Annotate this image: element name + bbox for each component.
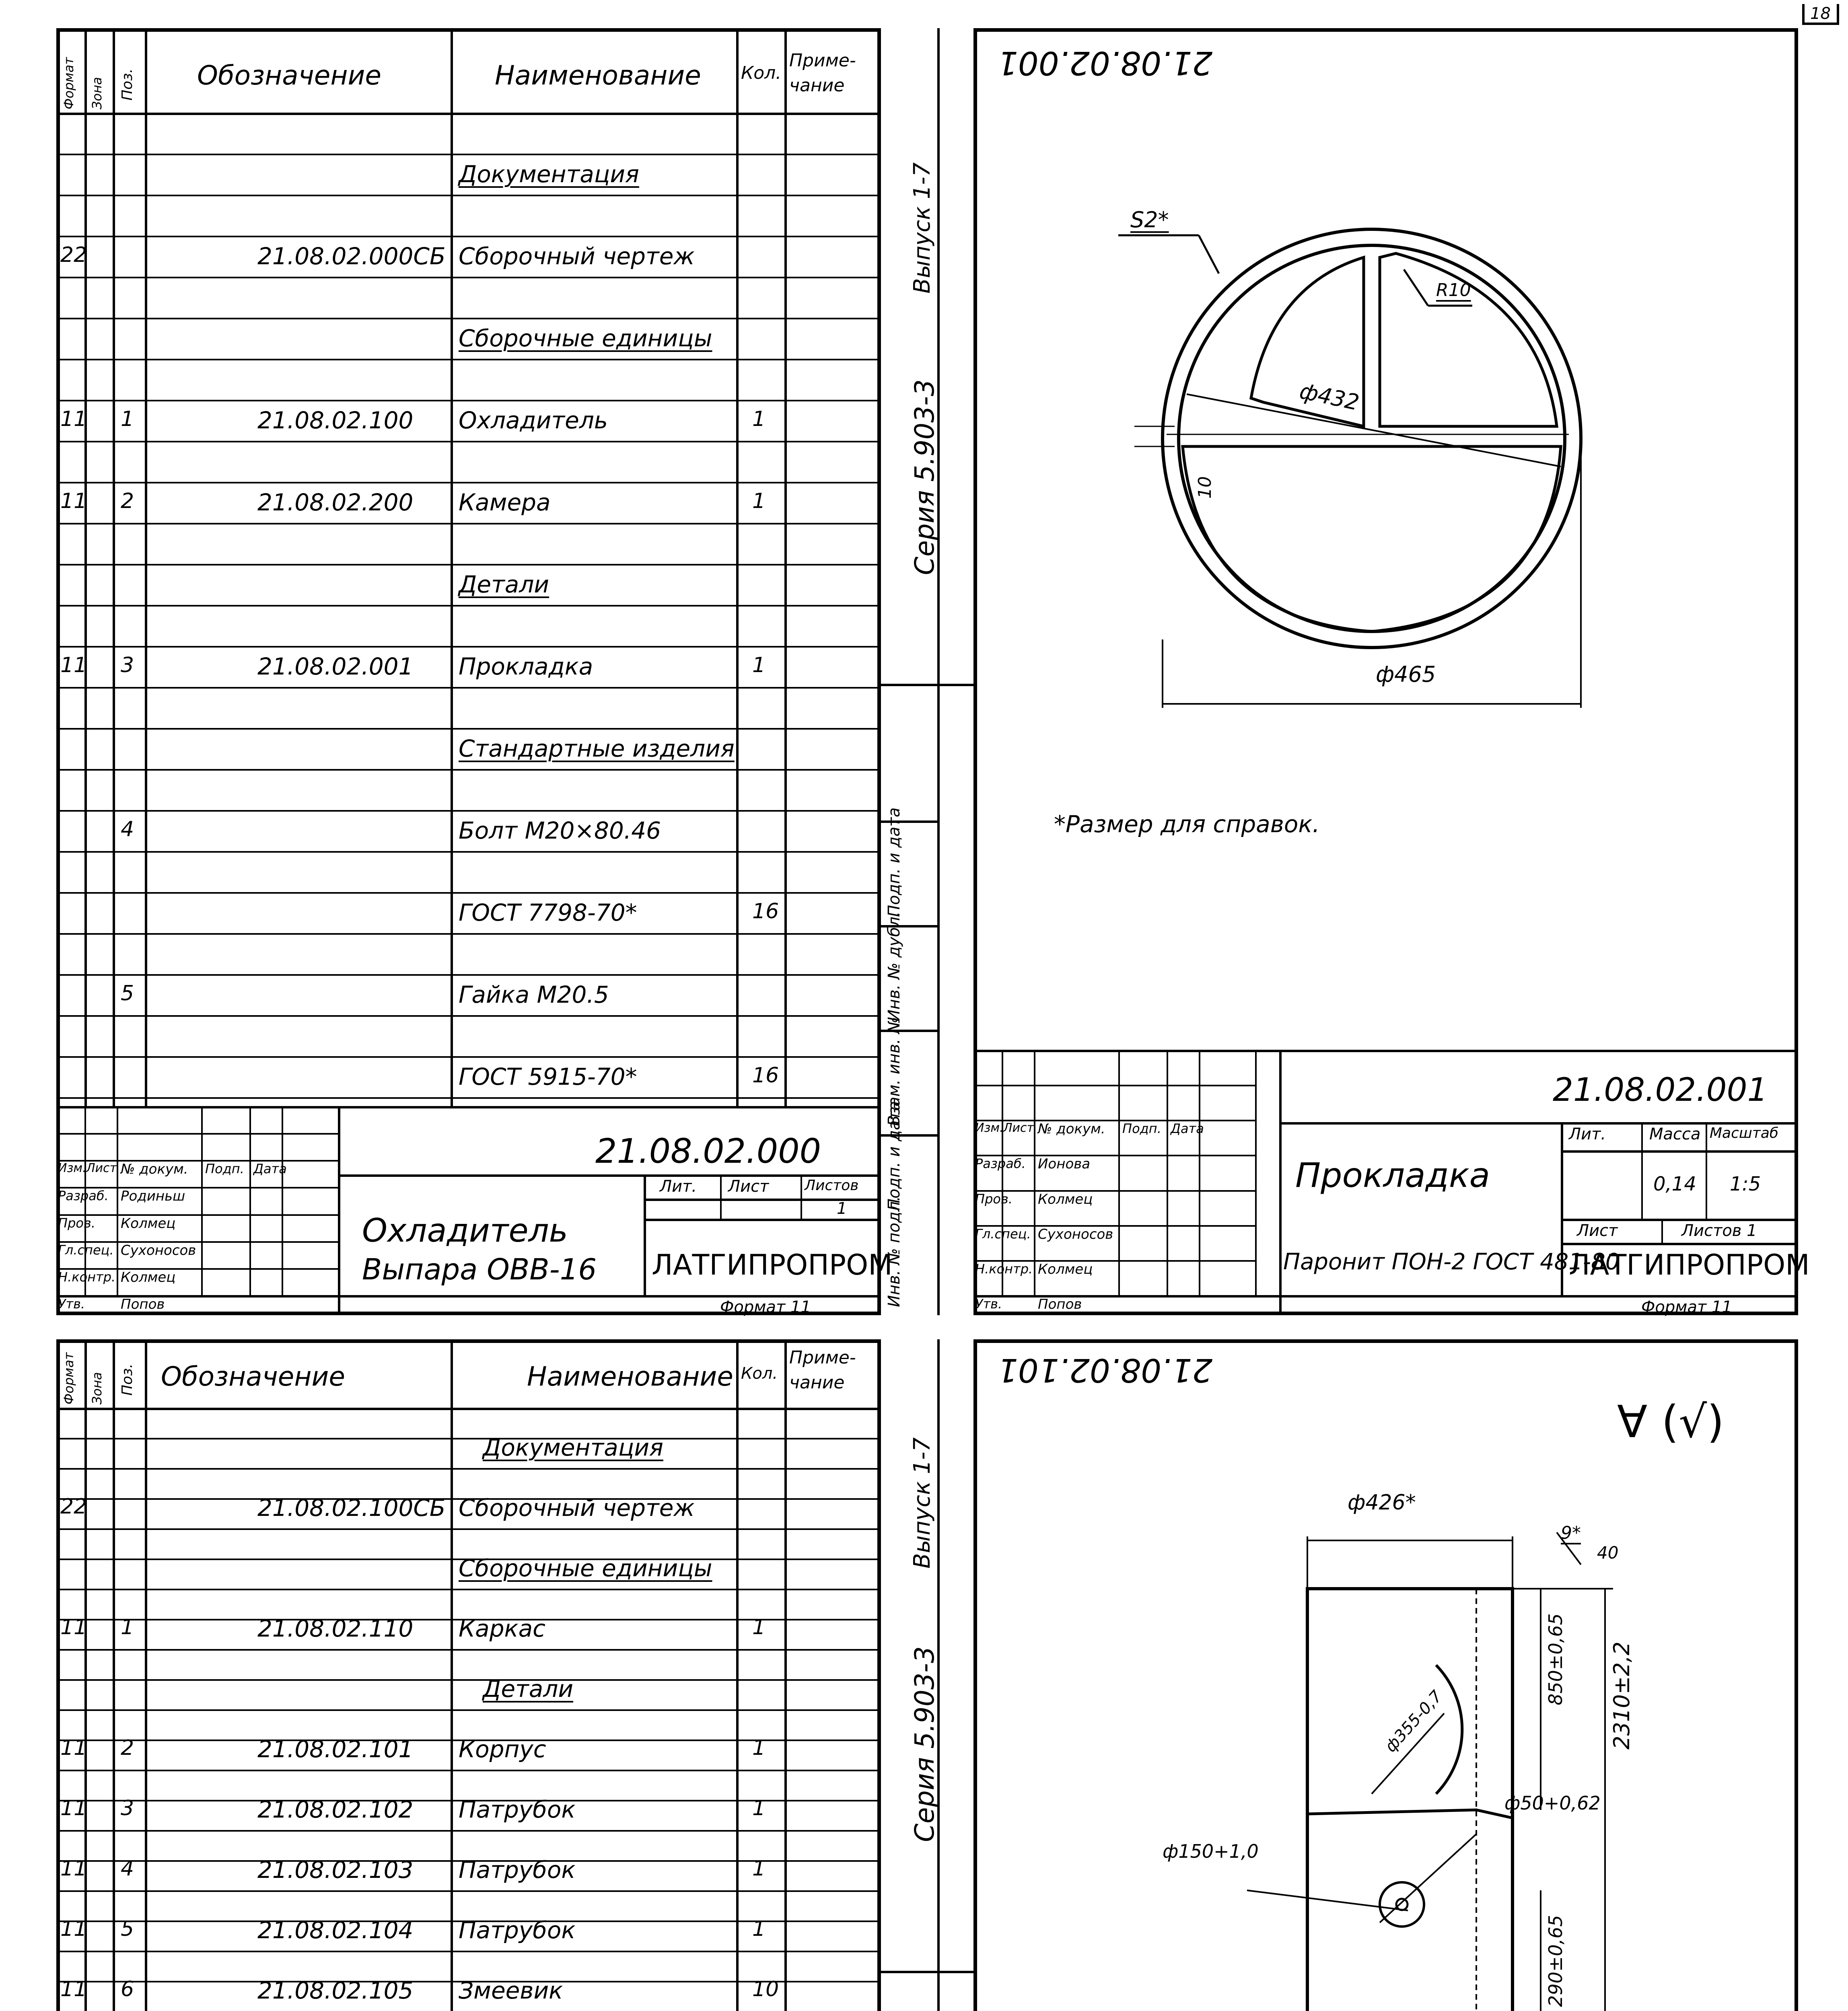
- stamp-h-list: Лист: [86, 1161, 117, 1176]
- stamp-person: Ионова: [1038, 1156, 1091, 1172]
- row-position: 1: [121, 407, 134, 431]
- row-line: [56, 687, 881, 689]
- gasket-dim-s: S2*: [1130, 207, 1169, 232]
- gasket-stamp-mass-label: Масса: [1649, 1125, 1701, 1143]
- row-format: 11: [60, 1736, 87, 1760]
- row-name: Сборочный чертеж: [459, 243, 695, 270]
- row-designation: 21.08.02.000СБ: [257, 243, 446, 270]
- spec1-h-name: Наименование: [495, 60, 701, 91]
- body-dim-s9: 9*: [1561, 1523, 1581, 1543]
- side-issue-1: Выпуск 1-7: [909, 162, 935, 294]
- section-heading: Детали: [459, 571, 549, 598]
- stamp-row-line: [56, 1133, 338, 1135]
- stamp-role: Н.контр.: [975, 1261, 1033, 1277]
- section-heading: Стандартные изделия: [459, 735, 735, 762]
- section-heading: Сборочные единицы: [459, 1555, 712, 1582]
- stamp-col-line: [1034, 1050, 1035, 1295]
- row-line: [56, 851, 881, 853]
- row-name: Болт М20×80.46: [459, 817, 661, 844]
- spec2-h-pos: Поз.: [119, 1363, 136, 1396]
- row-position: 4: [121, 817, 134, 841]
- row-name: Камера: [459, 489, 551, 516]
- gasket-note: *Размер для справок.: [1054, 810, 1320, 838]
- row-qty: 1: [752, 1917, 766, 1941]
- stamp-role: Утв.: [58, 1296, 85, 1312]
- row-name: Охладитель: [459, 407, 608, 434]
- body-dim-h2310: 2310±2,2: [1609, 1641, 1634, 1750]
- row-line: [56, 1830, 881, 1832]
- stamp-col-line: [973, 1050, 975, 1295]
- row-qty: 16: [752, 1063, 779, 1088]
- spec1-h-note: Приме-чание: [789, 50, 856, 96]
- row-format: 22: [60, 243, 87, 267]
- spec1-h-designation: Обозначение: [197, 60, 381, 91]
- stamp-row-line: [973, 1295, 1255, 1297]
- row-line: [56, 974, 881, 976]
- row-qty: 1: [752, 1857, 766, 1881]
- row-position: 6: [121, 1977, 134, 2001]
- gasket-stamp-sheets: Листов 1: [1681, 1221, 1757, 1240]
- stamp-person: Колмец: [1038, 1261, 1093, 1277]
- row-line: [56, 1770, 881, 1771]
- row-line: [56, 646, 881, 648]
- stamp-h-date: Дата: [253, 1161, 287, 1177]
- row-line: [56, 933, 881, 935]
- row-name: Патрубок: [459, 1916, 576, 1944]
- spec2-h-qty: Кол.: [741, 1364, 778, 1383]
- stamp-h-list: Лист: [1003, 1121, 1034, 1135]
- row-qty: 10: [752, 1977, 779, 2001]
- row-format: 11: [60, 1917, 87, 1941]
- row-qty: 1: [752, 1796, 766, 1820]
- spec2-h-designation: Обозначение: [161, 1361, 345, 1392]
- stamp-h-doc: № докум.: [1038, 1121, 1105, 1137]
- row-line: [56, 1951, 881, 1952]
- row-line: [56, 482, 881, 483]
- bottom-left-frame: [56, 1339, 881, 2011]
- row-line: [56, 195, 881, 196]
- stamp-row-line: [973, 1085, 1255, 1086]
- gasket-figure: [1118, 201, 1681, 724]
- row-line: [56, 441, 881, 442]
- body-dim-d355: ф355-0,7: [1381, 1687, 1446, 1756]
- row-designation: 21.08.02.102: [257, 1796, 414, 1823]
- stamp-person: Родиньш: [121, 1188, 185, 1205]
- row-position: 2: [121, 1736, 134, 1760]
- row-qty: 1: [752, 1736, 766, 1760]
- side-cell-label: Взам. инв. №: [885, 1017, 903, 1126]
- gasket-stamp-scale-label: Масштаб: [1710, 1125, 1779, 1141]
- gasket-dim-w: 10: [1195, 476, 1215, 499]
- gasket-dim-d1: ф432: [1297, 378, 1362, 415]
- stamp-col-line: [1199, 1050, 1200, 1295]
- row-format: 11: [60, 653, 87, 677]
- row-format: 11: [60, 489, 87, 513]
- body-dim-40a: 40: [1597, 1543, 1619, 1563]
- body-dim-d150: ф150+1,0: [1163, 1840, 1259, 1862]
- row-line: [56, 1709, 881, 1711]
- spec1-stamp-lit: Лит.: [660, 1177, 697, 1196]
- row-designation: 21.08.02.110: [257, 1615, 414, 1642]
- stamp-person: Колмец: [121, 1215, 176, 1232]
- spec1-stamp-format: Формат 11: [720, 1298, 811, 1316]
- row-line: [56, 564, 881, 565]
- row-line: [56, 1589, 881, 1590]
- spec1-stamp-title1: Охладитель: [362, 1212, 568, 1249]
- spec1-stamp-org: ЛАТГИПРОПРОМ: [652, 1248, 893, 1281]
- stamp-h-sign: Подп.: [205, 1161, 244, 1177]
- side-series-2: Серия 5.903-3: [909, 1646, 940, 1842]
- row-designation: 21.08.02.104: [257, 1916, 414, 1944]
- row-format: 22: [60, 1495, 87, 1519]
- row-position: 3: [121, 653, 134, 677]
- gasket-stamp-scale: 1:5: [1730, 1173, 1761, 1195]
- row-line: [56, 400, 881, 401]
- stamp-h-doc: № докум.: [121, 1161, 188, 1178]
- row-format: 11: [60, 1615, 87, 1639]
- row-qty: 16: [752, 899, 779, 923]
- gasket-dim-r: R10: [1436, 280, 1471, 300]
- stamp-role: Разраб.: [58, 1188, 109, 1204]
- row-line: [56, 1438, 881, 1439]
- stamp-col-line: [201, 1106, 203, 1295]
- stamp-h-izm: Изм.: [58, 1161, 86, 1176]
- gasket-code-rotated: 21.08.02.001: [998, 44, 1213, 82]
- stamp-row-line: [973, 1190, 1255, 1192]
- stamp-col-line: [249, 1106, 251, 1295]
- section-heading: Сборочные единицы: [459, 325, 712, 352]
- row-qty: 1: [752, 489, 766, 513]
- spec1-h-pos: Поз.: [119, 68, 136, 101]
- stamp-person: Сухоносов: [121, 1242, 196, 1258]
- row-name: Корпус: [459, 1735, 546, 1763]
- stamp-person: Попов: [1038, 1296, 1082, 1312]
- row-name: Патрубок: [459, 1796, 576, 1823]
- row-name: Сборочный чертеж: [459, 1494, 695, 1522]
- row-line: [56, 1056, 881, 1058]
- row-line: [56, 154, 881, 155]
- spec2-h-name: Наименование: [527, 1361, 733, 1392]
- stamp-role: Гл.спец.: [58, 1242, 114, 1258]
- gasket-stamp-lit: Лит.: [1569, 1125, 1606, 1143]
- body-dim-d426: ф426*: [1348, 1491, 1416, 1515]
- stamp-col-line: [1118, 1050, 1120, 1295]
- page-number: 18: [1810, 4, 1831, 23]
- row-format: 11: [60, 1857, 87, 1881]
- side-series-1: Серия 5.903-3: [909, 379, 940, 575]
- body-dim-h850: 850±0,65: [1545, 1613, 1566, 1705]
- gasket-stamp-sheet: Лист: [1577, 1221, 1618, 1240]
- stamp-role: Утв.: [975, 1296, 1002, 1312]
- body-dim-h290: 290±0,65: [1545, 1915, 1566, 2007]
- row-line: [56, 810, 881, 812]
- stamp-col-line: [1002, 1050, 1003, 1295]
- row-designation: 21.08.02.105: [257, 1977, 414, 2004]
- row-designation: 21.08.02.100СБ: [257, 1494, 446, 1522]
- spec1-stamp-sheets: Листов: [805, 1177, 859, 1194]
- row-name: ГОСТ 5915-70*: [459, 1063, 637, 1090]
- row-format: 11: [60, 1796, 87, 1820]
- row-line: [56, 277, 881, 278]
- spec1-stamp-sheets-val: 1: [837, 1199, 847, 1218]
- body-code-rotated: 21.08.02.101: [998, 1351, 1213, 1389]
- spec1-h-format: Формат: [61, 57, 76, 109]
- row-line: [56, 1890, 881, 1892]
- row-line: [56, 359, 881, 360]
- stamp-role: Пров.: [58, 1215, 95, 1231]
- row-qty: 1: [752, 653, 766, 677]
- side-cell-label: Инв. № дубл.: [885, 911, 903, 1022]
- spec2-h-format: Формат: [61, 1352, 76, 1404]
- gasket-stamp-format: Формат 11: [1641, 1298, 1732, 1316]
- row-line: [56, 1468, 881, 1470]
- row-name: Змеевик: [459, 1977, 563, 2004]
- row-designation: 21.08.02.001: [257, 653, 414, 680]
- row-designation: 21.08.02.200: [257, 489, 414, 516]
- row-name: Прокладка: [459, 653, 593, 680]
- gasket-stamp-mass: 0,14: [1653, 1173, 1696, 1195]
- stamp-role: Н.контр.: [58, 1269, 116, 1285]
- spec1-stamp-code: 21.08.02.000: [595, 1131, 821, 1171]
- row-name: Патрубок: [459, 1856, 576, 1884]
- row-position: 1: [121, 1615, 134, 1639]
- spec1-stamp-title2: Выпара ОВВ-16: [362, 1252, 597, 1286]
- stamp-h-sign: Подп.: [1122, 1121, 1161, 1137]
- row-name: Каркас: [459, 1615, 545, 1642]
- row-name: Гайка М20.5: [459, 981, 609, 1008]
- row-line: [56, 1097, 881, 1099]
- row-position: 4: [121, 1857, 134, 1881]
- row-line: [56, 605, 881, 607]
- spec1-h-qty: Кол.: [741, 63, 782, 83]
- side-cell-label: Подп. и дата: [885, 1101, 903, 1211]
- stamp-person: Колмец: [1038, 1191, 1093, 1207]
- row-designation: 21.08.02.100: [257, 407, 414, 434]
- row-line: [56, 523, 881, 524]
- gasket-dim-d2: ф465: [1376, 662, 1436, 687]
- gasket-stamp-code: 21.08.02.001: [1553, 1071, 1768, 1108]
- row-line: [56, 318, 881, 319]
- row-position: 5: [121, 1917, 134, 1941]
- spec2-h-zone: Зона: [89, 1372, 105, 1404]
- stamp-col-line: [338, 1106, 340, 1295]
- row-position: 5: [121, 981, 134, 1006]
- stamp-h-date: Дата: [1171, 1121, 1204, 1137]
- side-cell-label: Инв. № подл.: [885, 1196, 903, 1307]
- row-line: [56, 769, 881, 771]
- row-format: 11: [60, 407, 87, 431]
- stamp-col-line: [282, 1106, 283, 1295]
- stamp-row-line: [56, 1214, 338, 1216]
- row-line: [56, 1015, 881, 1017]
- gasket-stamp-material: Паронит ПОН-2 ГОСТ 481-80: [1283, 1249, 1620, 1275]
- row-position: 3: [121, 1796, 134, 1820]
- spec2-h-note: Приме-чание: [789, 1347, 856, 1393]
- stamp-role: Пров.: [975, 1191, 1012, 1207]
- stamp-row-line: [56, 1295, 338, 1297]
- row-format: 11: [60, 1977, 87, 2001]
- row-name: ГОСТ 7798-70*: [459, 899, 637, 926]
- stamp-h-izm: Изм.: [975, 1121, 1004, 1135]
- side-issue-2: Выпуск 1-7: [909, 1437, 935, 1569]
- section-heading: Детали: [483, 1675, 574, 1703]
- stamp-col-line: [1255, 1050, 1257, 1295]
- row-line: [56, 1649, 881, 1651]
- body-dim-d50: ф50+0,62: [1504, 1792, 1601, 1814]
- gasket-stamp-name: Прокладка: [1295, 1156, 1490, 1195]
- row-line: [56, 236, 881, 237]
- row-line: [56, 1528, 881, 1530]
- section-heading: Документация: [483, 1434, 663, 1461]
- section-heading: Документация: [459, 160, 639, 188]
- gasket-stamp-org: ЛАТГИПРОПРОМ: [1569, 1248, 1810, 1281]
- spec1-h-zone: Зона: [89, 77, 105, 109]
- roughness-mark: ∀ (√): [1617, 1396, 1725, 1448]
- row-position: 2: [121, 489, 134, 513]
- row-qty: 1: [752, 1615, 766, 1639]
- stamp-person: Колмец: [121, 1269, 176, 1285]
- side-cell-label: Подп. и дата: [885, 807, 903, 917]
- row-designation: 21.08.02.103: [257, 1856, 414, 1884]
- stamp-role: Разраб.: [975, 1156, 1026, 1172]
- stamp-col-line: [1167, 1050, 1168, 1295]
- stamp-role: Гл.спец.: [975, 1226, 1031, 1242]
- row-qty: 1: [752, 407, 766, 431]
- row-line: [56, 892, 881, 894]
- row-designation: 21.08.02.101: [257, 1735, 414, 1763]
- spec1-stamp-sheet: Лист: [728, 1177, 769, 1196]
- stamp-col-line: [117, 1106, 118, 1295]
- row-line: [56, 728, 881, 730]
- stamp-person: Попов: [121, 1296, 165, 1312]
- stamp-person: Сухоносов: [1038, 1226, 1113, 1242]
- row-line: [56, 1679, 881, 1681]
